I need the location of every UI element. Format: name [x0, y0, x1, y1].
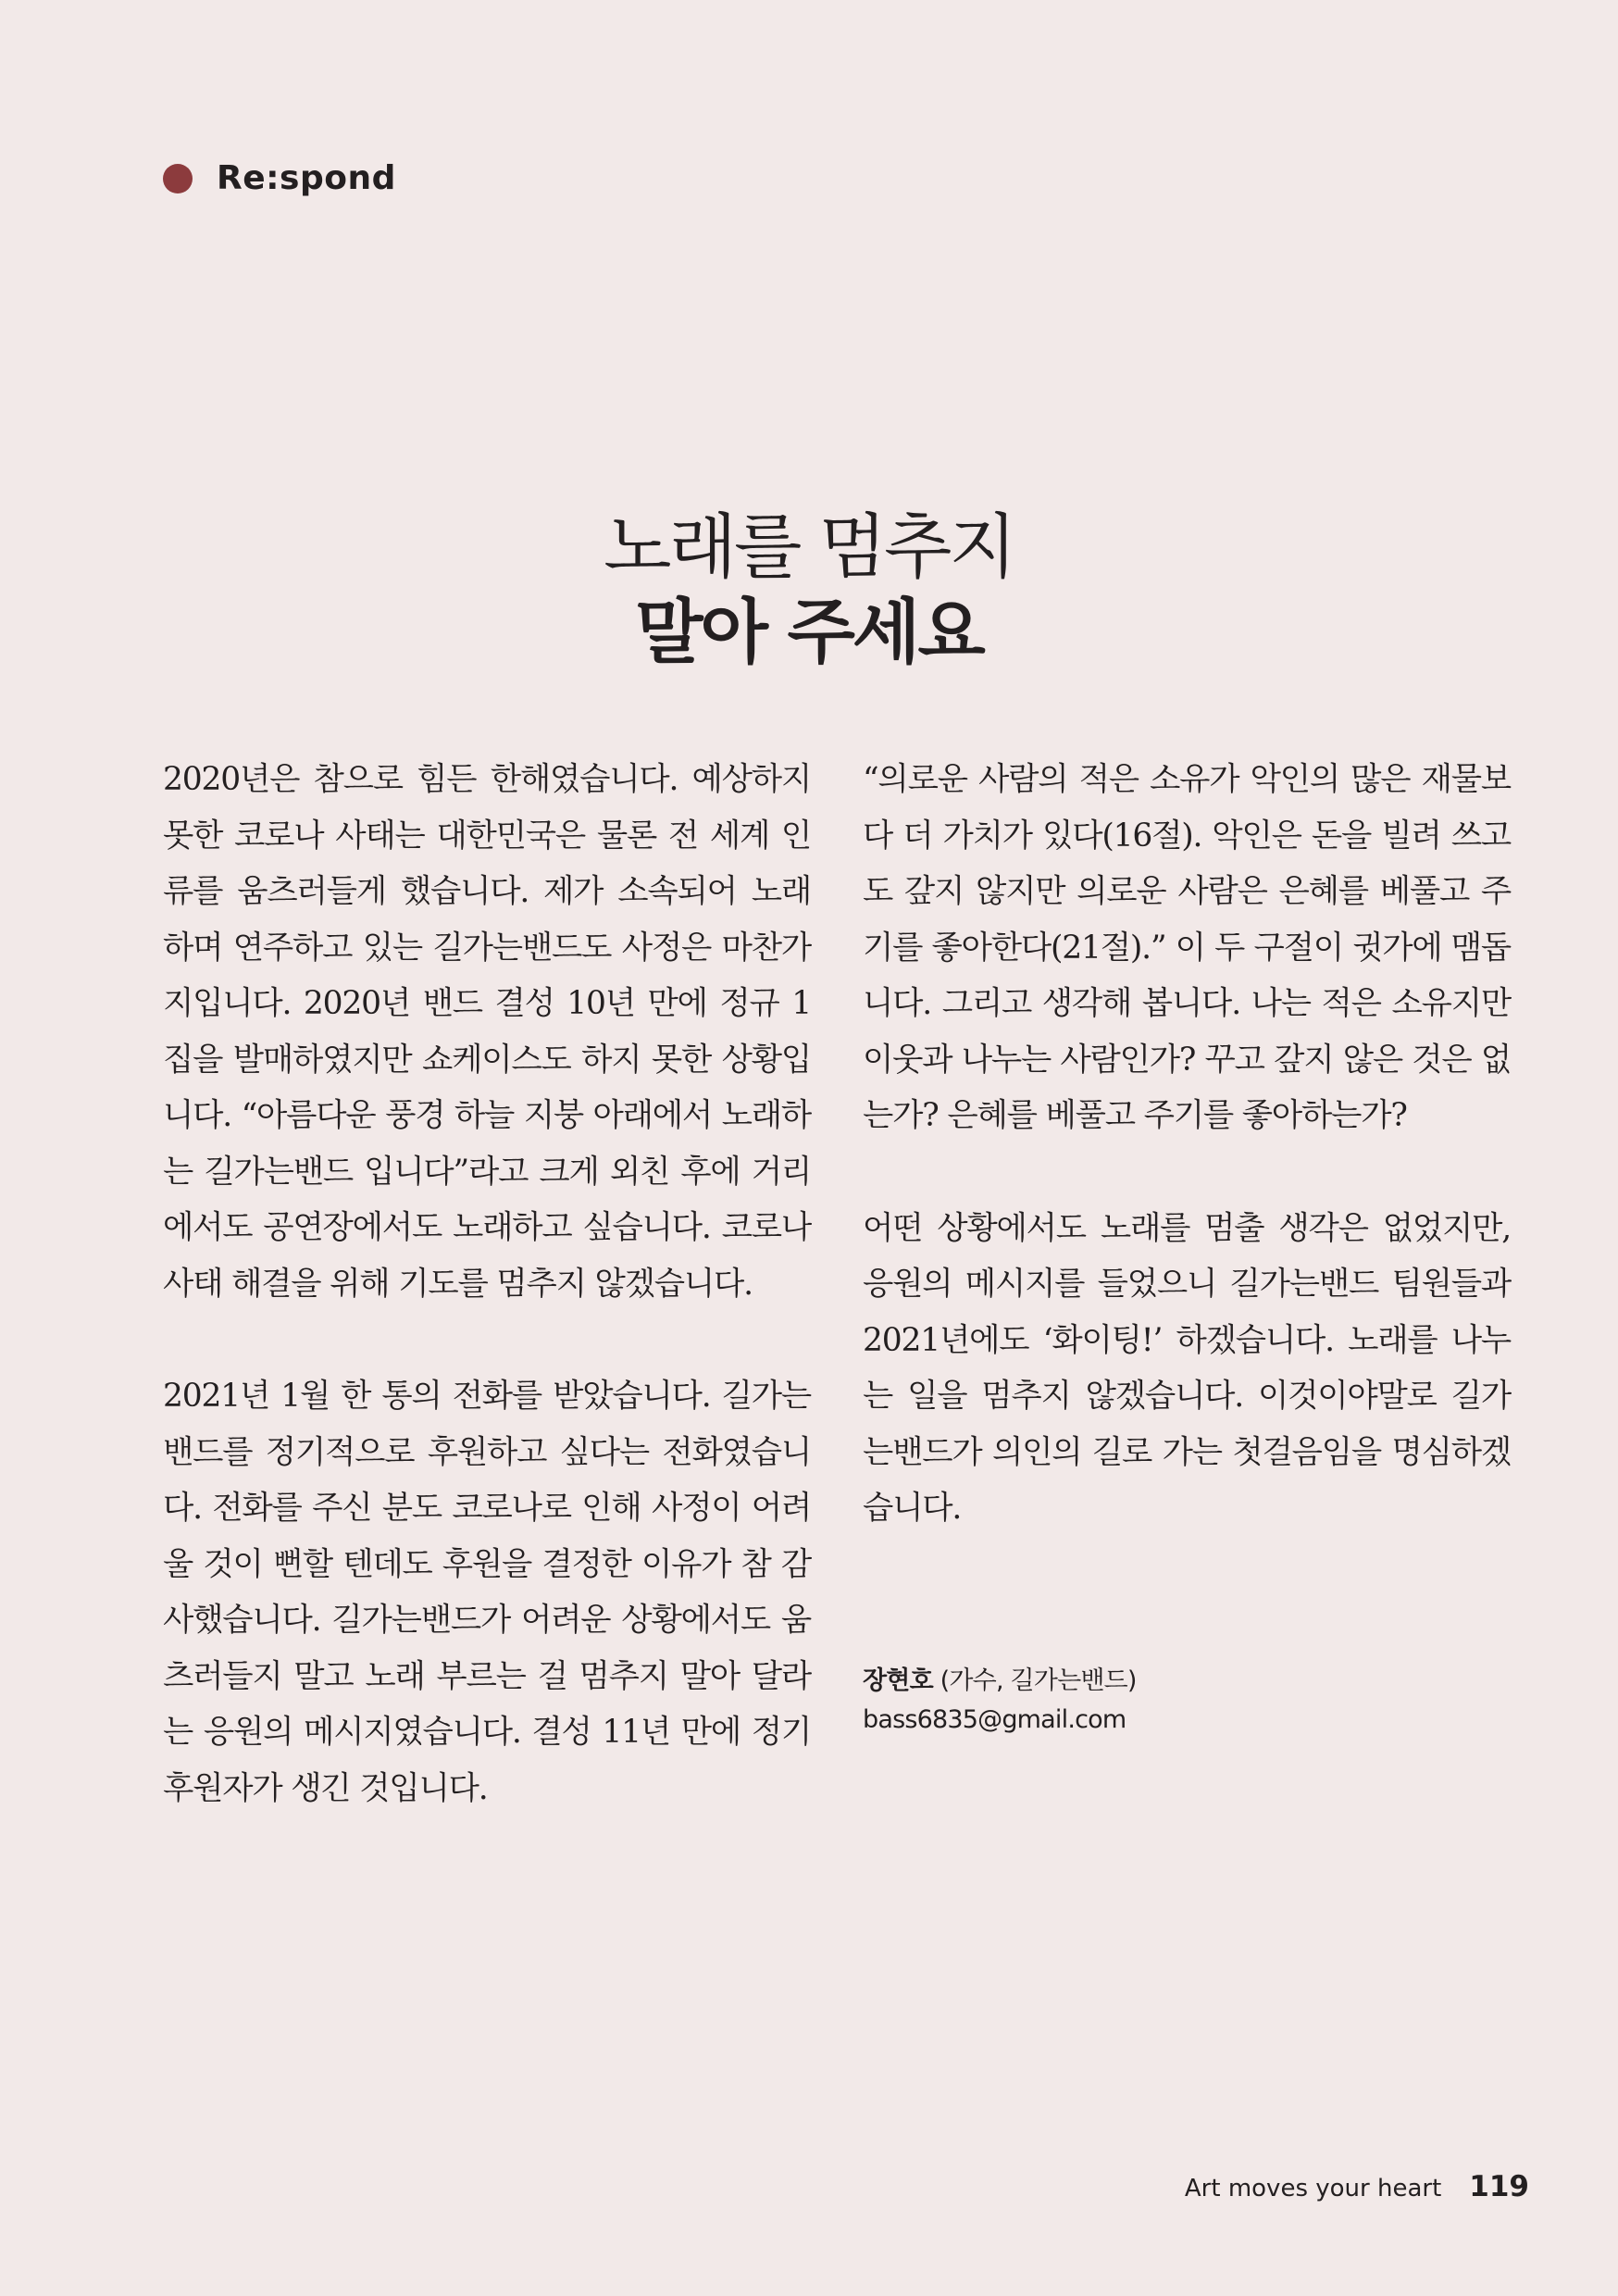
author-name: 장현호	[863, 1666, 933, 1695]
body-column-right	[863, 752, 1511, 1537]
body-paragraph: 2021년 1월 한 통의 전화를 받았습니다. 길가는밴드를 정기적으로 후원하고 싶다는 전화였습니다. 전화를 주신 분도 코로나로 인해 사정이 어려울 것이 뻔할 텐데도 후원을 결정한 이유가 참 감사했습니다. 길가는밴드가 어려운 상황에서도 움츠러들지 말고 노래 부르는 걸 멈추지 말아 달라는 응원의 메시지였습니다. 결성 11년 만에 정기후원자가 생긴 것입니다.	[163, 1378, 811, 1807]
body-column-left	[163, 752, 811, 1816]
article-title-line-2: 말아 주세요	[635, 591, 983, 673]
page-number: 119	[1469, 2170, 1529, 2203]
section-tag	[163, 159, 396, 197]
body-paragraph: “의로운 사람의 적은 소유가 악인의 많은 재물보다 더 가치가 있다(16절). 악인은 돈을 빌려 쓰고도 갚지 않지만 의로운 사람은 은혜를 베풀고 주기를 좋아한다(21절).” 이 두 구절이 귓가에 맴돕니다. 그리고 생각해 봅니다. 나는 적은 소유지만 이웃과 나누는 사람인가? 꾸고 갚지 않은 것은 없는가? 은혜를 베풀고 주기를 좋아하는가?	[863, 761, 1511, 1134]
author-line	[863, 1662, 1137, 1701]
author-block	[863, 1662, 1137, 1740]
article-title-line-1: 노래를 멈추지	[604, 505, 1014, 588]
author-role: (가수, 길가는밴드)	[940, 1666, 1137, 1695]
body-paragraph: 2020년은 참으로 힘든 한해였습니다. 예상하지 못한 코로나 사태는 대한민국은 물론 전 세계 인류를 움츠러들게 했습니다. 제가 소속되어 노래하며 연주하고 있는 길가는밴드도 사정은 마찬가지입니다. 2020년 밴드 결성 10년 만에 정규 1집을 발매하였지만 쇼케이스도 하지 못한 상황입니다. “아름다운 풍경 하늘 지붕 아래에서 노래하는 길가는밴드 입니다”라고 크게 외친 후에 거리에서도 공연장에서도 노래하고 싶습니다. 코로나 사태 해결을 위해 기도를 멈추지 않겠습니다.	[163, 761, 811, 1303]
footer-tagline: Art moves your heart	[1184, 2175, 1442, 2202]
body-paragraph: 어떤 상황에서도 노래를 멈출 생각은 없었지만, 응원의 메시지를 들었으니 길가는밴드 팀원들과 2021년에도 ‘화이팅!’ 하겠습니다. 노래를 나누는 일을 멈추지 않겠습니다. 이것이야말로 길가는밴드가 의인의 길로 가는 첫걸음임을 명심하겠습니다.	[863, 1209, 1511, 1527]
section-dot-icon	[163, 164, 193, 193]
section-label: Re:spond	[217, 159, 396, 197]
page-footer	[1185, 2170, 1529, 2203]
author-email: bass6835@gmail.com	[863, 1705, 1126, 1734]
